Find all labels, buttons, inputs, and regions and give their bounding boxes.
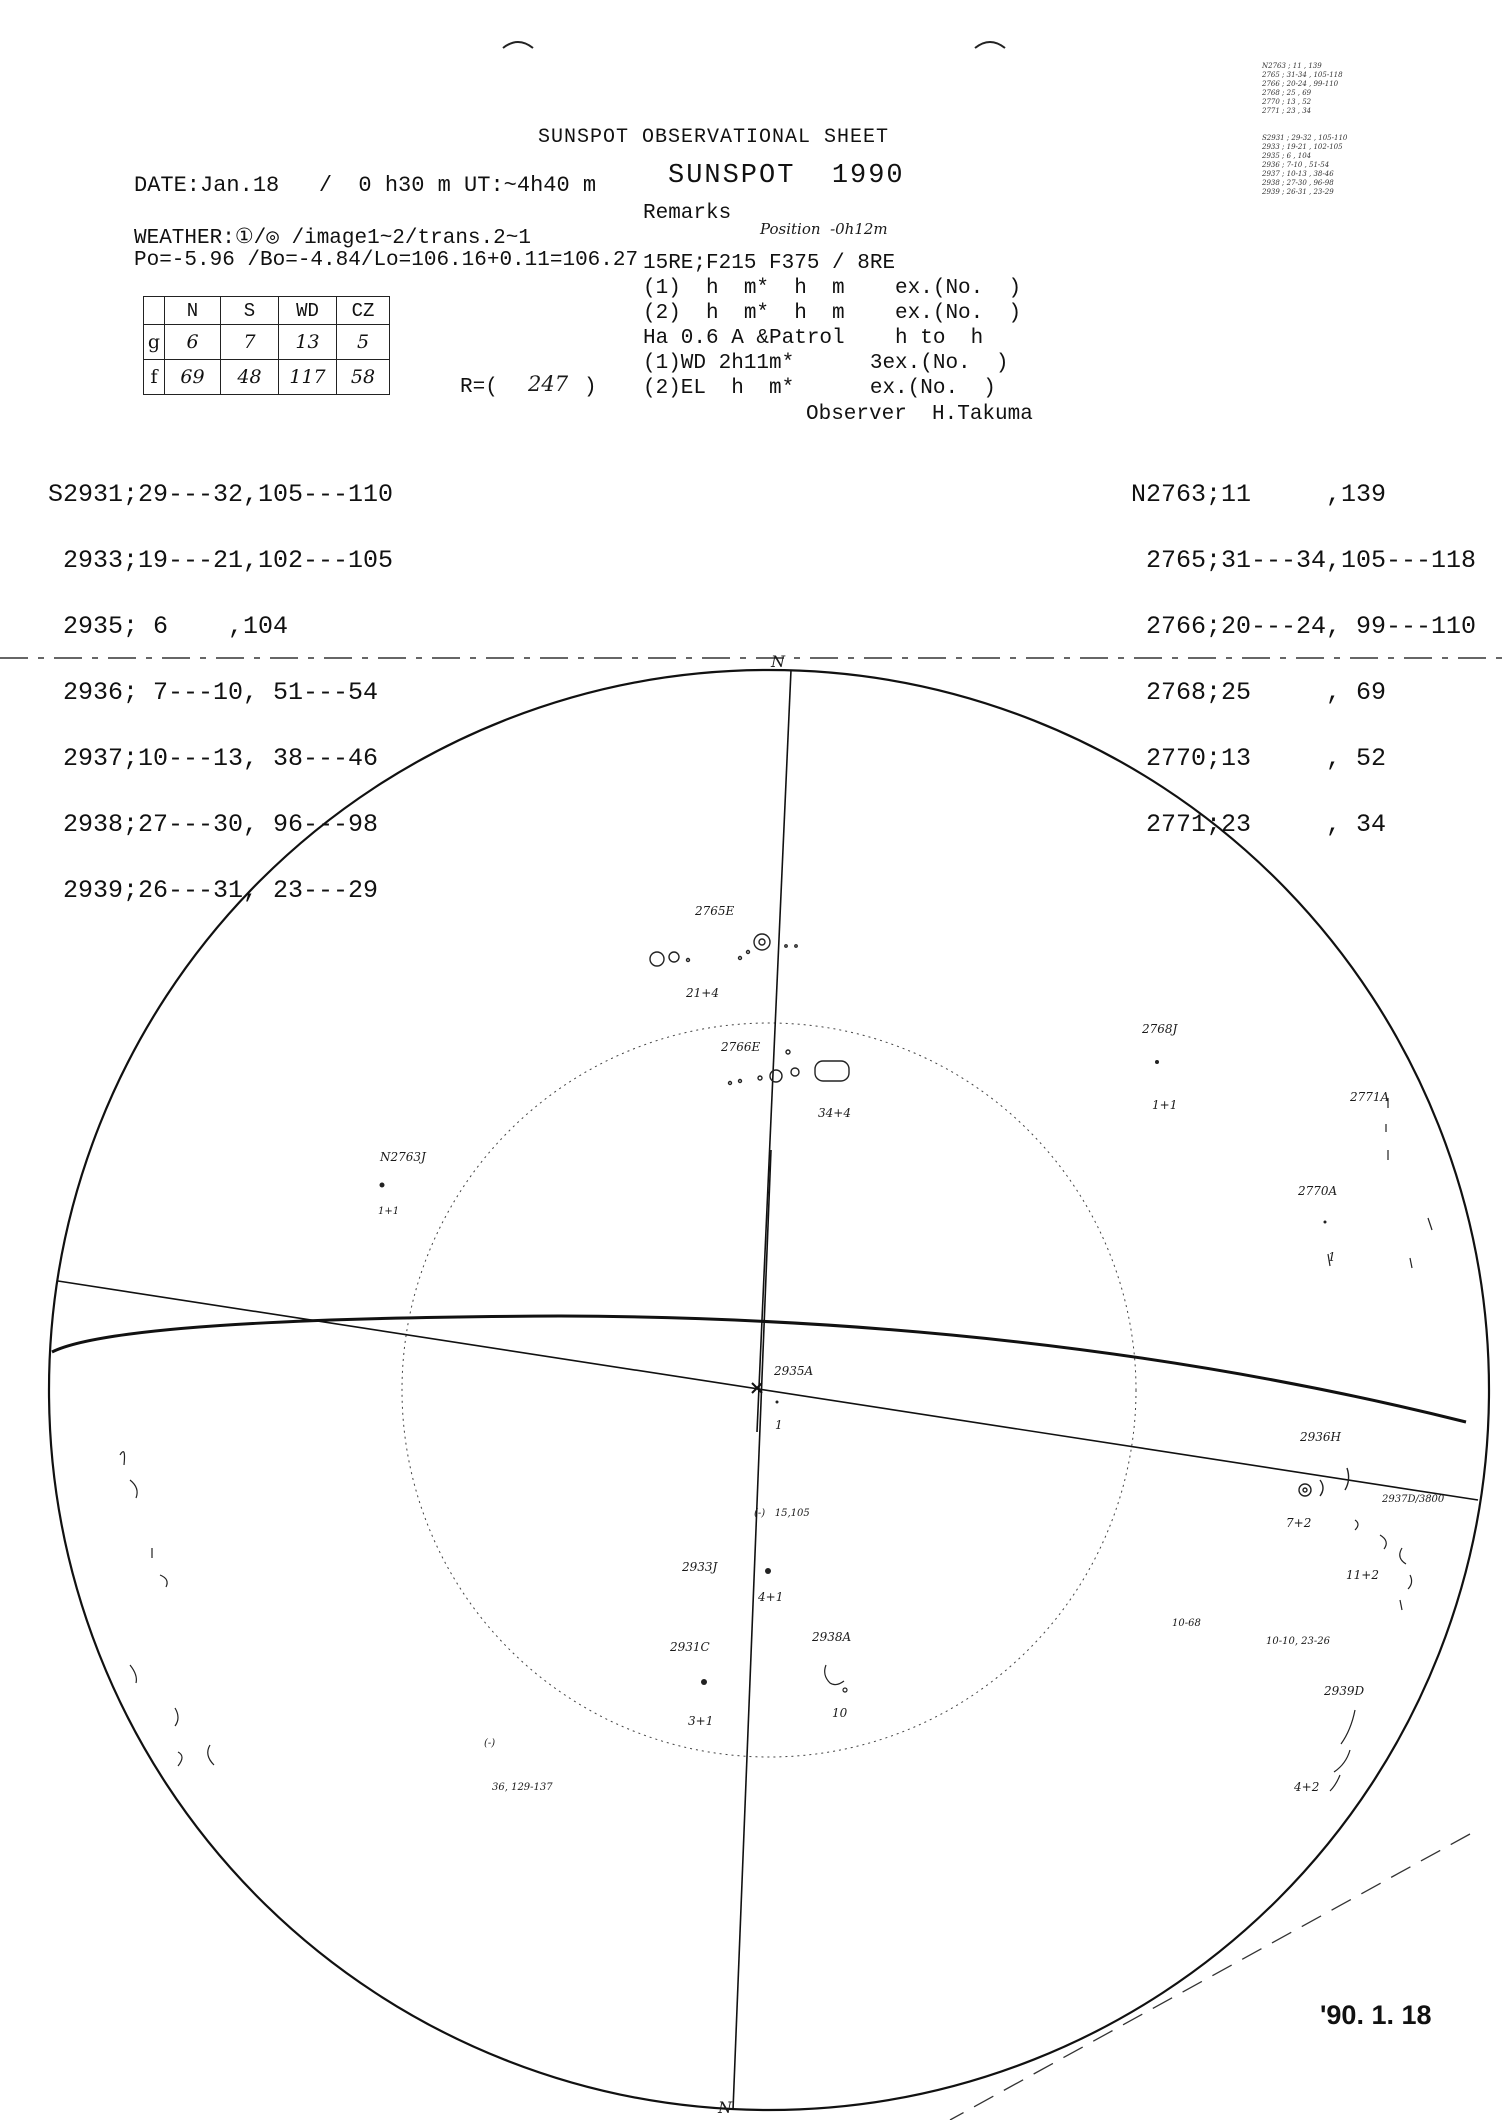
list-item: N2763;11 ,139 (1131, 480, 1387, 509)
group-label: 2935A (774, 1364, 814, 1378)
list-item: 2936; 7---10, 51---54 (48, 678, 379, 707)
remarks-line: (1) h m* h m ex.(No. ) (643, 277, 1022, 300)
sunspot-group-2766 (729, 1050, 850, 1085)
corner-note-line: 2939 ; 26-31 , 23-29 (1262, 188, 1334, 196)
sunspot-group-2936 (1299, 1468, 1349, 1496)
equator-curve (52, 1316, 1466, 1422)
center-note: (-) 15,105 (754, 1508, 810, 1519)
table-cell: 7 (221, 325, 279, 360)
group-count: 10 (832, 1706, 848, 1720)
sunspot-group-2939 (1330, 1710, 1355, 1791)
corner-note-line: 2771 ; 23 , 34 (1262, 107, 1312, 115)
list-item: 2938;27---30, 96---98 (48, 810, 379, 839)
list-item: S2931;29---32,105---110 (48, 480, 394, 509)
annotation-note: 10-10, 23-26 (1266, 1636, 1331, 1647)
south-mark: N (718, 2098, 732, 2117)
east-west-line (58, 1281, 1478, 1500)
remarks-label: Remarks (643, 202, 732, 225)
observer-line: Observer H.Takuma (806, 403, 1033, 426)
table-cell: 48 (221, 360, 279, 395)
remarks-line: 15RE;F215 F375 / 8RE (643, 252, 896, 275)
group-label: 2938A (812, 1630, 852, 1644)
row-label: f (144, 360, 165, 395)
corner-note-line: 2933 ; 19-21 , 102-105 (1262, 143, 1343, 151)
remarks-line: (1)WD 2h11m* 3ex.(No. ) (643, 352, 1009, 375)
corner-note-line: 2765 ; 31-34 , 105-118 (1262, 71, 1343, 79)
group-label: 2939D (1324, 1684, 1365, 1698)
limb-sketches-left (120, 1452, 214, 1766)
sheet-subtitle: SUNSPOT 1990 (668, 161, 905, 191)
limb-sketches-right (1328, 1098, 1432, 1268)
group-count: 7+2 (1286, 1516, 1312, 1530)
corner-note-line: 2936 ; 7-10 , 51-54 (1262, 161, 1330, 169)
sunspot-group-2765 (650, 934, 797, 966)
guide-line (950, 1834, 1470, 2120)
group-label: 2766E (721, 1040, 761, 1054)
list-item: 2765;31---34,105---118 (1131, 546, 1477, 575)
list-item: 2933;19---21,102---105 (48, 546, 394, 575)
list-item: 2937;10---13, 38---46 (48, 744, 379, 773)
punch-hole (503, 42, 533, 48)
group-count: 1 (775, 1418, 783, 1432)
corner-note-line: 2768 ; 25 , 69 (1262, 89, 1312, 97)
weather-line: WEATHER:①/◎ /image1~2/trans.2~1 (134, 227, 531, 250)
remarks-line: (2)EL h m* ex.(No. ) (643, 377, 996, 400)
group-label: 2768J (1142, 1022, 1178, 1036)
sunspot-group-2937 (1355, 1520, 1412, 1610)
table-header-cell: N (165, 297, 221, 325)
group-count: 1 (1328, 1250, 1336, 1264)
table-cell: 69 (165, 360, 221, 395)
corner-note-line: 2770 ; 13 , 52 (1262, 98, 1312, 106)
group-count: 21+4 (686, 986, 719, 1000)
group-label: N2763J (380, 1150, 426, 1164)
corner-note-line: S2931 ; 29-32 , 105-110 (1262, 134, 1348, 142)
annotation-note: (-) (484, 1738, 496, 1749)
r-label: R=( (460, 376, 498, 399)
corner-note-line: 2938 ; 27-30 , 96-98 (1262, 179, 1334, 187)
group-count: 34+4 (818, 1106, 851, 1120)
group-count: 4+2 (1294, 1780, 1320, 1794)
date-stamp: '90. 1. 18 (1320, 2000, 1432, 2030)
group-label: 2933J (682, 1560, 718, 1574)
group-label: 2931C (670, 1640, 710, 1654)
punch-hole (975, 42, 1005, 48)
table-header-cell: WD (279, 297, 337, 325)
list-item: 2939;26---31, 23---29 (48, 876, 379, 905)
table-cell: 13 (279, 325, 337, 360)
corner-note-line: N2763 ; 11 , 139 (1262, 62, 1322, 70)
row-label: g (144, 325, 165, 360)
corner-note-line: 2937 ; 10-13 , 38-46 (1262, 170, 1334, 178)
table-cell: 117 (279, 360, 337, 395)
r-close: ) (584, 376, 597, 399)
table-header-cell: CZ (337, 297, 390, 325)
group-label: 2937D/3800 (1382, 1494, 1445, 1505)
list-item: 2768;25 , 69 (1131, 678, 1387, 707)
sunspot-group-2938 (825, 1665, 847, 1692)
list-item: 2771;23 , 34 (1131, 810, 1387, 839)
group-label: 2770A (1298, 1184, 1338, 1198)
table-cell: 58 (337, 360, 390, 395)
r-value: 247 (528, 372, 569, 396)
group-label: 2765E (695, 904, 735, 918)
group-label: 2771A (1350, 1090, 1390, 1104)
remarks-line: Ha 0.6 A &Patrol h to h (643, 327, 984, 350)
north-mark: N (771, 652, 785, 671)
corner-note-line: 2766 ; 20-24 , 99-110 (1262, 80, 1339, 88)
list-item: 2766;20---24, 99---110 (1131, 612, 1477, 641)
corner-note-line: 2935 ; 6 , 104 (1262, 152, 1312, 160)
annotation-note: 10-68 (1172, 1618, 1201, 1629)
group-count: 4+1 (758, 1590, 784, 1604)
table-cell: 5 (337, 325, 390, 360)
pole-axis-lower (733, 1150, 771, 2110)
sunspot-dots (380, 1060, 1327, 1685)
table-header-cell: S (221, 297, 279, 325)
group-count: 11+2 (1346, 1568, 1379, 1582)
group-count: 1+1 (1152, 1098, 1178, 1112)
remarks-handwritten: Position -0h12m (760, 220, 888, 238)
remarks-line: (2) h m* h m ex.(No. ) (643, 302, 1022, 325)
date-line: DATE:Jan.18 / 0 h30 m UT:~4h40 m (134, 173, 597, 198)
list-item: 2770;13 , 52 (1131, 744, 1387, 773)
group-count: 1+1 (378, 1206, 400, 1217)
position-line: Po=-5.96 /Bo=-4.84/Lo=106.16+0.11=106.27 (134, 249, 639, 272)
table-cell: 6 (165, 325, 221, 360)
group-count: 3+1 (688, 1714, 714, 1728)
sheet-title: SUNSPOT OBSERVATIONAL SHEET (538, 126, 890, 149)
list-item: 2935; 6 ,104 (48, 612, 289, 641)
group-label: 2936H (1300, 1430, 1342, 1444)
annotation-note: 36, 129-137 (492, 1782, 553, 1793)
